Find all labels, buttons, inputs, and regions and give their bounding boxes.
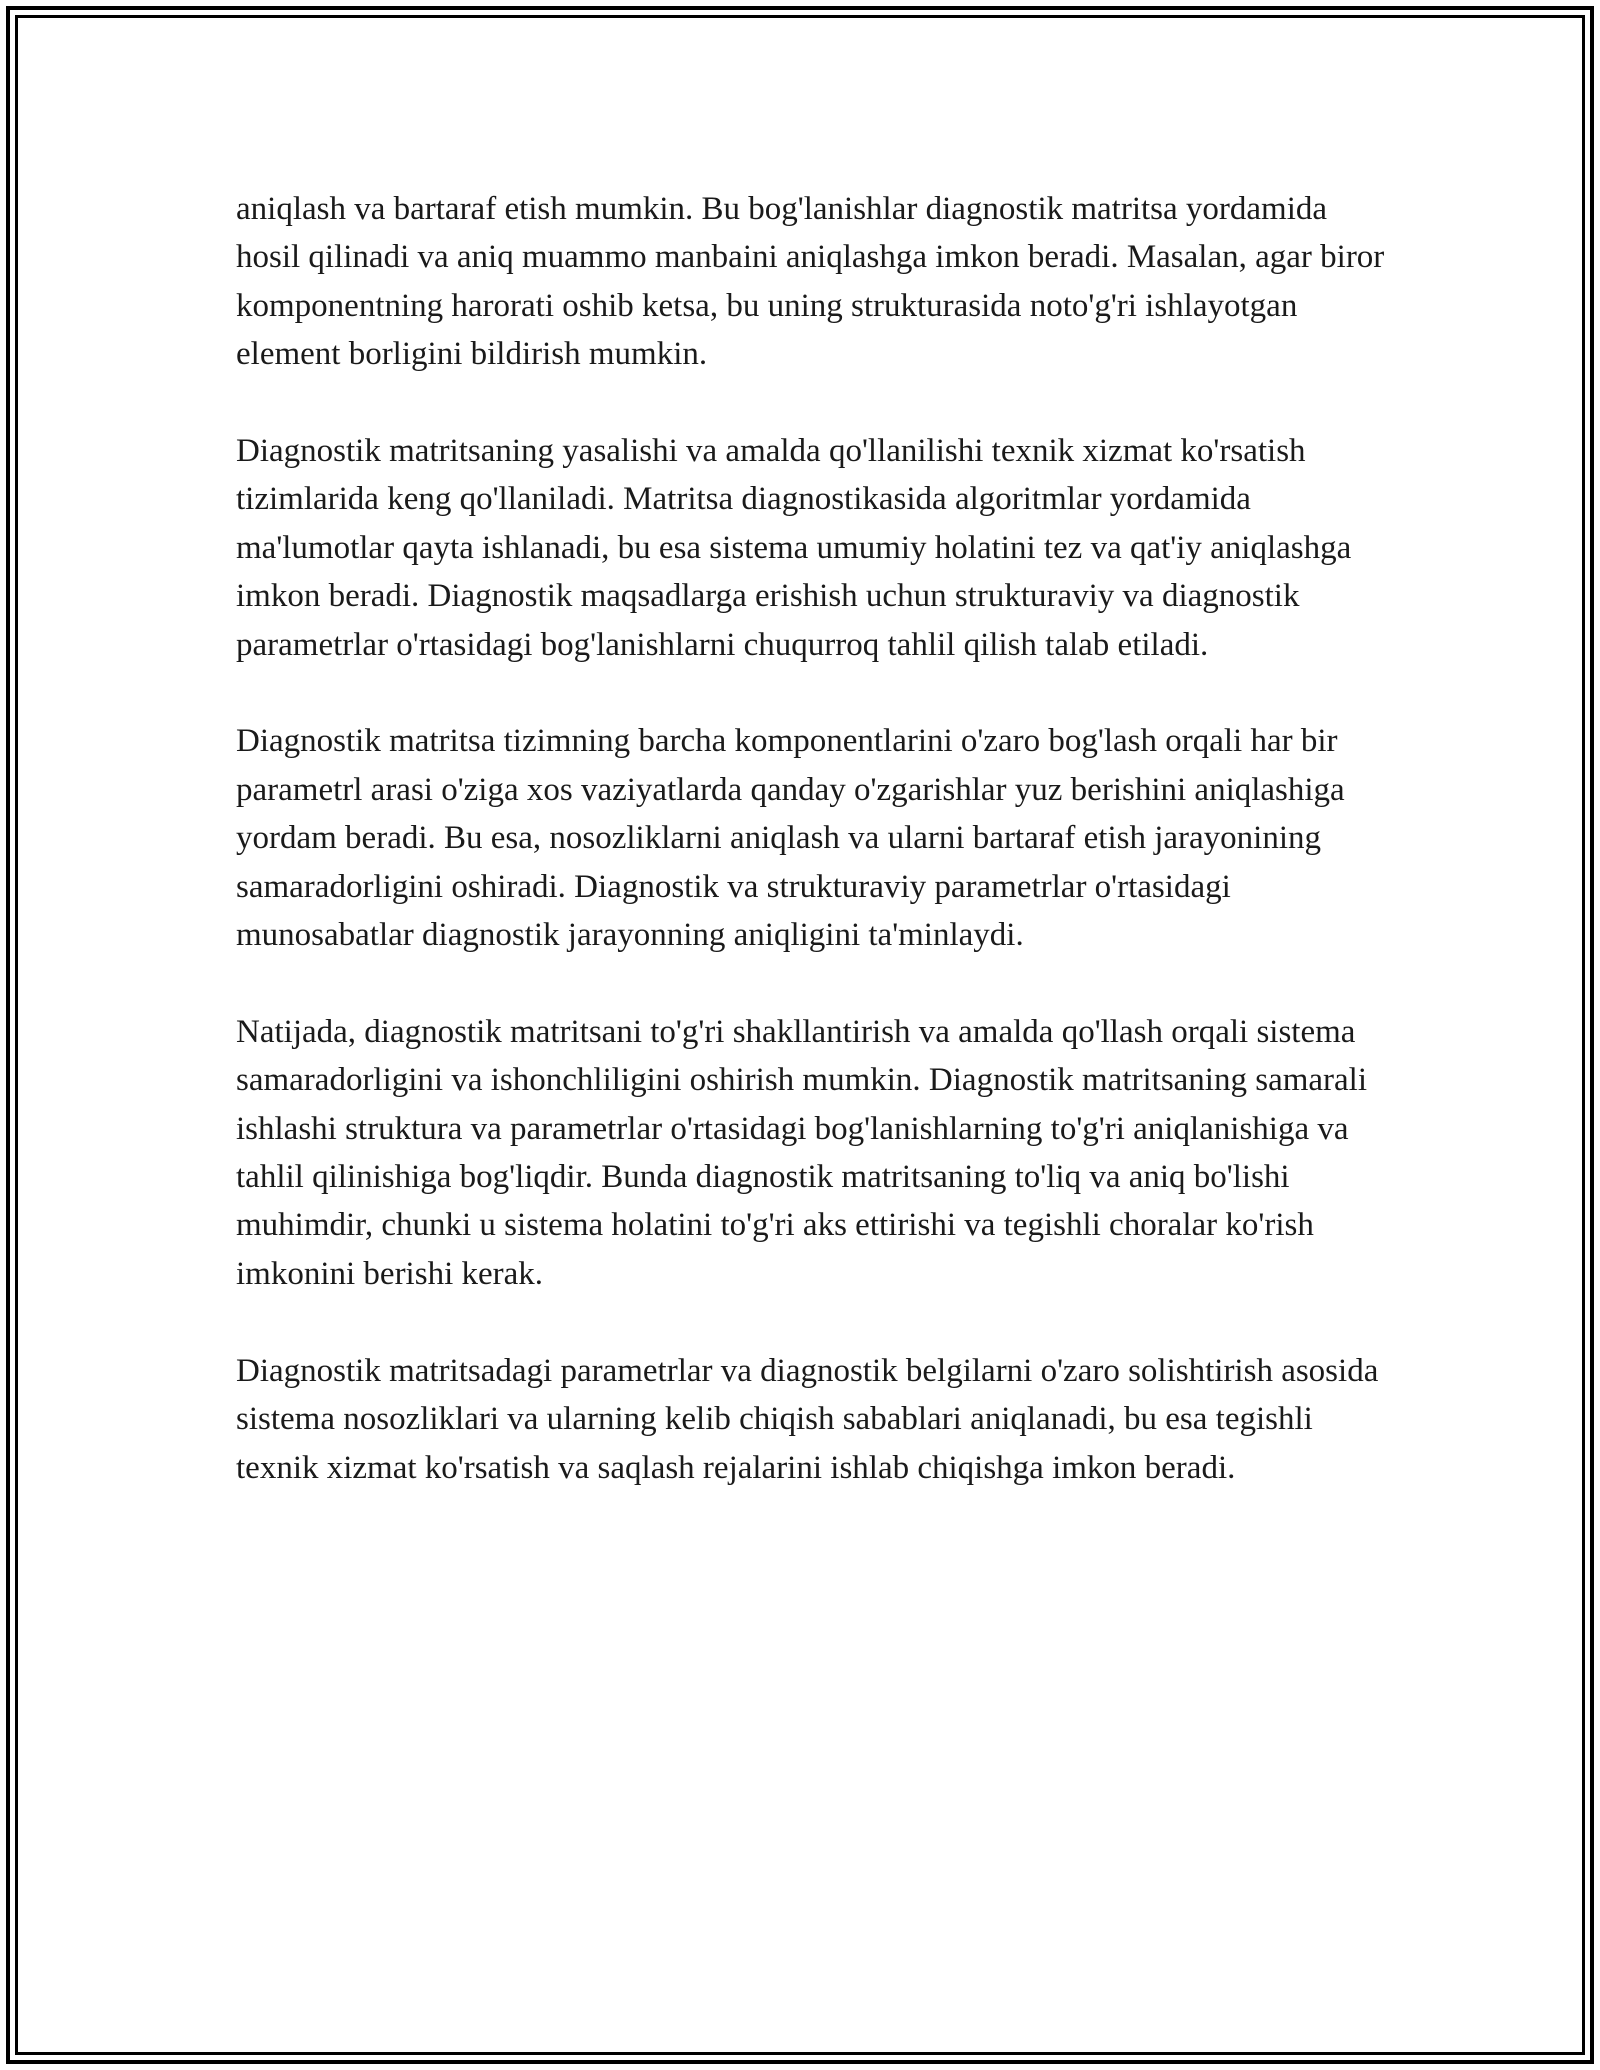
- paragraph-4: Natijada, diagnostik matritsani to'g'ri shakllantirish va amalda qo'llash orqali sistema samaradorligini va ishonchliligini oshirish mumkin. Diagnostik matritsaning samarali ishlashi struktura va parametrlar o'rtasidagi bog'lanishlarning to'g'ri aniqlanishiga va tahlil qilinishiga bog'liqdir. Bunda diagnostik matritsaning to'liq va aniq bo'lishi muhimdir, chunki u sistema holatini to'g'ri aks ettirishi va tegishli choralar ko'rish imkonini berishi kerak.: [236, 1013, 1368, 1292]
- paragraph-5: Diagnostik matritsadagi parametrlar va diagnostik belgilarni o'zaro solishtirish asosida sistema nosozliklari va ularning kelib chiqish sabablari aniqlanadi, bu esa tegishli texnik xizmat ko'rsatish va saqlash rejalarini ishlab chiqishga imkon beradi.: [236, 1352, 1379, 1486]
- paragraph-1: aniqlash va bartaraf etish mumkin. Bu bog'lanishlar diagnostik matritsa yordamida hosil qilinadi va aniq muammo manbaini aniqlashga imkon beradi. Masalan, agar biror komponentning harorati oshib ketsa, bu uning strukturasida noto'g'ri ishlayotgan element borligini bildirish mumkin.: [236, 191, 1385, 373]
- paragraph-3: Diagnostik matritsa tizimning barcha komponentlarini o'zaro bog'lash orqali har bir parametrl arasi o'ziga xos vaziyatlarda qanday o'zgarishlar yuz berishini aniqlashiga yordam beradi. Bu esa, nosozliklarni aniqlash va ularni bartaraf etish jarayonining samaradorligini oshiradi. Diagnostik va strukturaviy parametrlar o'rtasidagi munosabatlar diagnostik jarayonning aniqligini ta'minlaydi.: [236, 723, 1345, 954]
- paragraph-2: Diagnostik matritsaning yasalishi va amalda qo'llanilishi texnik xizmat ko'rsatish tizimlarida keng qo'llaniladi. Matritsa diagnostikasida algoritmlar yordamida ma'lumotlar qayta ishlanadi, bu esa sistema umumiy holatini tez va qat'iy aniqlashga imkon beradi. Diagnostik maqsadlarga erishish uchun strukturaviy va diagnostik parametrlar o'rtasidagi bog'lanishlarni chuqurroq tahlil qilish talab etiladi.: [236, 433, 1352, 663]
- document-body: [236, 185, 1396, 1492]
